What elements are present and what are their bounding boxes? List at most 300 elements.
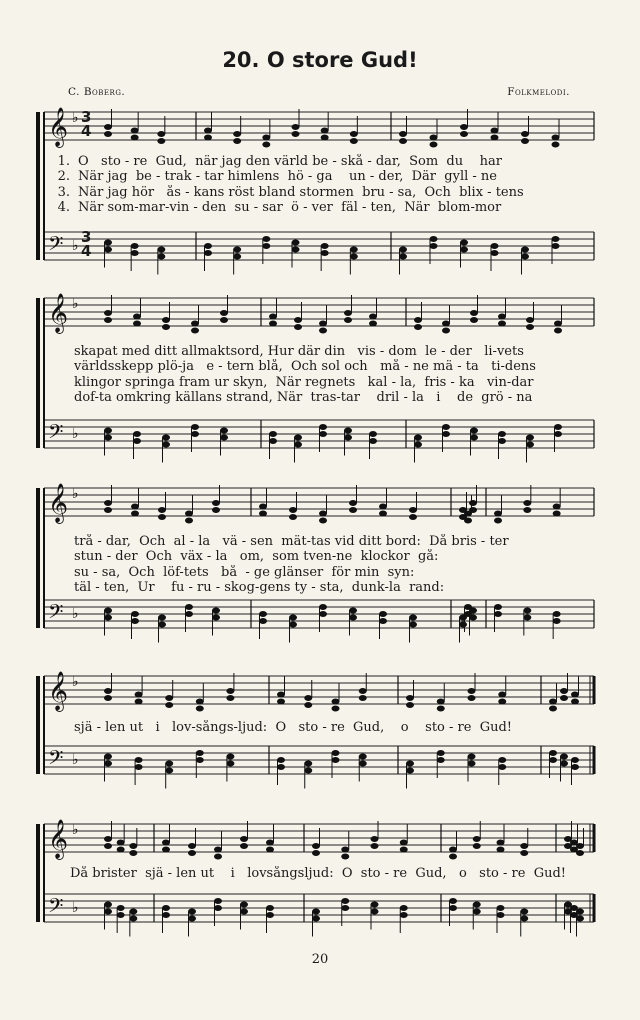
note-head bbox=[233, 247, 241, 253]
note-head bbox=[491, 135, 499, 141]
note-head bbox=[117, 847, 125, 853]
note-head bbox=[165, 695, 173, 701]
note-head bbox=[409, 622, 417, 628]
note-head bbox=[576, 909, 584, 915]
note-head bbox=[104, 507, 112, 513]
note-head bbox=[212, 507, 220, 513]
note-head bbox=[158, 507, 166, 513]
note-head bbox=[460, 124, 468, 130]
note-head bbox=[459, 622, 467, 628]
note-head bbox=[165, 761, 173, 767]
time-sig-bottom: 4 bbox=[81, 242, 92, 260]
note-head bbox=[442, 328, 450, 334]
flat-key-signature: ♭ bbox=[72, 296, 79, 312]
note-head bbox=[220, 428, 228, 434]
note-head bbox=[233, 138, 241, 144]
note-head bbox=[266, 840, 274, 846]
note-head bbox=[259, 511, 267, 517]
note-head bbox=[399, 247, 407, 253]
note-head bbox=[523, 608, 531, 614]
note-head bbox=[344, 310, 352, 316]
note-head bbox=[158, 615, 166, 621]
note-head bbox=[344, 435, 352, 441]
note-head bbox=[468, 688, 476, 694]
note-head bbox=[321, 135, 329, 141]
note-head bbox=[269, 321, 277, 327]
note-head bbox=[332, 757, 340, 763]
note-head bbox=[157, 247, 165, 253]
note-head bbox=[523, 507, 531, 513]
note-head bbox=[240, 843, 248, 849]
note-head bbox=[185, 511, 193, 517]
music-system-1 bbox=[36, 100, 602, 280]
note-head bbox=[498, 692, 506, 698]
note-head bbox=[552, 135, 560, 141]
note-head bbox=[399, 254, 407, 260]
note-head bbox=[400, 840, 408, 846]
note-head bbox=[442, 431, 450, 437]
note-head bbox=[553, 611, 561, 617]
note-head bbox=[560, 695, 568, 701]
verse-block-2 bbox=[74, 344, 602, 406]
note-head bbox=[135, 757, 143, 763]
lyric-line: trå - dar, Och al - la vä - sen mät-tas vid ditt bord: Då bris - ter bbox=[74, 534, 509, 549]
bass-clef: 𝄢 bbox=[48, 894, 64, 922]
note-head bbox=[442, 424, 450, 430]
note-head bbox=[523, 615, 531, 621]
time-signature bbox=[81, 230, 91, 258]
note-head bbox=[321, 243, 329, 249]
note-head bbox=[371, 909, 379, 915]
flat-key-signature: ♭ bbox=[72, 426, 79, 442]
note-head bbox=[240, 836, 248, 842]
note-head bbox=[131, 243, 139, 249]
note-head bbox=[571, 699, 579, 705]
verse-block-5 bbox=[70, 866, 602, 881]
note-head bbox=[294, 317, 302, 323]
note-head bbox=[371, 902, 379, 908]
note-head bbox=[494, 511, 502, 517]
note-head bbox=[549, 699, 557, 705]
lyric-line bbox=[36, 154, 602, 169]
note-head bbox=[104, 428, 112, 434]
note-head bbox=[469, 615, 477, 621]
note-head bbox=[491, 250, 499, 256]
note-head bbox=[319, 511, 327, 517]
note-head bbox=[162, 324, 170, 330]
verse-number: 4. bbox=[57, 200, 70, 216]
note-head bbox=[470, 435, 478, 441]
note-head bbox=[158, 514, 166, 520]
note-head bbox=[349, 608, 357, 614]
flat-key-signature: ♭ bbox=[72, 238, 79, 254]
note-head bbox=[497, 912, 505, 918]
bass-clef: 𝄢 bbox=[48, 746, 64, 774]
note-head bbox=[104, 754, 112, 760]
note-head bbox=[344, 317, 352, 323]
note-head bbox=[104, 688, 112, 694]
note-head bbox=[131, 135, 139, 141]
verse-number: 3. bbox=[57, 184, 70, 200]
note-head bbox=[359, 688, 367, 694]
note-head bbox=[191, 328, 199, 334]
lyric-line: Då brister sjä - len ut i lovsångsljud: O sto - re Gud, o sto - re Gud! bbox=[70, 866, 567, 881]
note-head bbox=[464, 518, 472, 524]
note-head bbox=[400, 905, 408, 911]
note-head bbox=[350, 247, 358, 253]
note-head bbox=[553, 504, 561, 510]
note-head bbox=[259, 504, 267, 510]
note-head bbox=[430, 243, 438, 249]
note-head bbox=[552, 142, 560, 148]
note-head bbox=[349, 615, 357, 621]
time-sig-bottom: 4 bbox=[81, 122, 92, 140]
note-head bbox=[104, 902, 112, 908]
note-head bbox=[165, 702, 173, 708]
note-head bbox=[104, 247, 112, 253]
time-signature bbox=[81, 110, 91, 138]
note-head bbox=[498, 431, 506, 437]
note-head bbox=[185, 518, 193, 524]
note-head bbox=[460, 247, 468, 253]
note-head bbox=[226, 754, 234, 760]
lyric-line: su - sa, Och löf-tets bå - ge glänser för min syn: bbox=[74, 564, 415, 580]
note-head bbox=[269, 438, 277, 444]
lyric-line: dof-ta omkring källans strand, När tras-tar dril - la i de grö - na bbox=[74, 390, 533, 406]
note-head bbox=[233, 254, 241, 260]
note-head bbox=[319, 321, 327, 327]
note-head bbox=[491, 128, 499, 134]
note-head bbox=[494, 518, 502, 524]
lyric-line: täl - ten, Ur fu - ru - skog-gens ty - sta, dunk-la rand: bbox=[74, 580, 445, 596]
note-head bbox=[104, 240, 112, 246]
note-head bbox=[359, 761, 367, 767]
note-head bbox=[560, 761, 568, 767]
note-head bbox=[188, 850, 196, 856]
note-head bbox=[552, 236, 560, 242]
note-head bbox=[304, 768, 312, 774]
note-head bbox=[526, 317, 534, 323]
verse-number: 1. bbox=[57, 154, 70, 169]
note-head bbox=[214, 847, 222, 853]
note-head bbox=[289, 514, 297, 520]
lyric-line bbox=[36, 169, 602, 184]
note-head bbox=[521, 247, 529, 253]
flat-key-signature: ♭ bbox=[72, 822, 79, 838]
note-head bbox=[133, 438, 141, 444]
note-head bbox=[196, 757, 204, 763]
note-head bbox=[104, 131, 112, 137]
note-head bbox=[262, 135, 270, 141]
bass-clef: 𝄢 bbox=[48, 420, 64, 448]
flat-key-signature: ♭ bbox=[72, 606, 79, 622]
lyric-line bbox=[36, 200, 602, 215]
note-head bbox=[349, 507, 357, 513]
note-head bbox=[188, 909, 196, 915]
verse-number: 2. bbox=[57, 169, 70, 185]
note-head bbox=[188, 916, 196, 922]
note-head bbox=[129, 916, 137, 922]
note-head bbox=[497, 847, 505, 853]
note-head bbox=[414, 442, 422, 448]
note-head bbox=[204, 135, 212, 141]
hymn-title: 20. O store Gud! bbox=[222, 48, 418, 72]
note-head bbox=[449, 898, 457, 904]
note-head bbox=[473, 909, 481, 915]
note-head bbox=[204, 128, 212, 134]
note-head bbox=[400, 912, 408, 918]
note-head bbox=[117, 905, 125, 911]
note-head bbox=[312, 843, 320, 849]
note-head bbox=[259, 611, 267, 617]
note-head bbox=[369, 431, 377, 437]
note-head bbox=[437, 750, 445, 756]
note-head bbox=[319, 328, 327, 334]
note-head bbox=[304, 761, 312, 767]
verse-block-4 bbox=[74, 720, 602, 735]
note-head bbox=[104, 317, 112, 323]
note-head bbox=[430, 135, 438, 141]
note-head bbox=[571, 757, 579, 763]
note-head bbox=[162, 840, 170, 846]
music-system-4 bbox=[36, 664, 602, 804]
note-head bbox=[460, 240, 468, 246]
note-head bbox=[554, 328, 562, 334]
note-head bbox=[399, 138, 407, 144]
note-head bbox=[470, 310, 478, 316]
note-head bbox=[191, 424, 199, 430]
note-head bbox=[266, 912, 274, 918]
note-head bbox=[131, 611, 139, 617]
note-head bbox=[104, 909, 112, 915]
note-head bbox=[430, 236, 438, 242]
note-head bbox=[460, 131, 468, 137]
note-head bbox=[196, 699, 204, 705]
note-head bbox=[292, 240, 300, 246]
note-head bbox=[449, 847, 457, 853]
note-head bbox=[437, 699, 445, 705]
note-head bbox=[133, 314, 141, 320]
note-head bbox=[212, 615, 220, 621]
note-head bbox=[129, 850, 137, 856]
note-head bbox=[560, 754, 568, 760]
note-head bbox=[369, 314, 377, 320]
note-head bbox=[117, 840, 125, 846]
note-head bbox=[349, 500, 357, 506]
note-head bbox=[104, 615, 112, 621]
note-head bbox=[191, 321, 199, 327]
note-head bbox=[406, 695, 414, 701]
note-head bbox=[332, 706, 340, 712]
note-head bbox=[292, 124, 300, 130]
note-head bbox=[162, 317, 170, 323]
music-system-5 bbox=[36, 810, 602, 950]
note-head bbox=[497, 905, 505, 911]
time-sig-top: 3 bbox=[81, 108, 92, 126]
lyric-line bbox=[36, 185, 602, 200]
music-system-2 bbox=[36, 288, 602, 468]
verse-block-3 bbox=[74, 534, 602, 596]
note-head bbox=[131, 128, 139, 134]
note-head bbox=[104, 500, 112, 506]
note-head bbox=[226, 695, 234, 701]
lyric-text: O sto - re Gud, när jag den värld be - skå - dar, Som du har bbox=[78, 154, 502, 169]
note-head bbox=[350, 138, 358, 144]
note-head bbox=[304, 702, 312, 708]
note-head bbox=[214, 905, 222, 911]
note-head bbox=[552, 243, 560, 249]
note-head bbox=[294, 324, 302, 330]
note-head bbox=[468, 695, 476, 701]
note-head bbox=[553, 618, 561, 624]
note-head bbox=[549, 750, 557, 756]
lyricist-credit: C. Boberg. bbox=[68, 86, 126, 98]
music-system-3 bbox=[36, 478, 602, 648]
note-head bbox=[312, 909, 320, 915]
note-head bbox=[470, 428, 478, 434]
treble-clef: 𝄞 bbox=[48, 107, 69, 147]
note-head bbox=[332, 750, 340, 756]
note-head bbox=[521, 131, 529, 137]
note-head bbox=[220, 435, 228, 441]
note-head bbox=[289, 507, 297, 513]
note-head bbox=[220, 310, 228, 316]
note-head bbox=[553, 511, 561, 517]
note-head bbox=[289, 622, 297, 628]
note-head bbox=[269, 314, 277, 320]
note-head bbox=[117, 912, 125, 918]
verse-block-1 bbox=[36, 154, 602, 216]
note-head bbox=[414, 317, 422, 323]
note-head bbox=[294, 435, 302, 441]
note-head bbox=[520, 850, 528, 856]
note-head bbox=[131, 618, 139, 624]
note-head bbox=[576, 916, 584, 922]
note-head bbox=[409, 615, 417, 621]
note-head bbox=[470, 317, 478, 323]
note-head bbox=[576, 850, 584, 856]
note-head bbox=[319, 604, 327, 610]
lyric-line: klingor springa fram ur skyn, När regnets kal - la, fris - ka vin-dar bbox=[74, 374, 534, 390]
note-head bbox=[104, 608, 112, 614]
flat-key-signature: ♭ bbox=[72, 486, 79, 502]
note-head bbox=[350, 131, 358, 137]
note-head bbox=[269, 431, 277, 437]
lyric-line: sjä - len ut i lov-sångs-ljud: O sto - re Gud, o sto - re Gud! bbox=[74, 720, 513, 735]
note-head bbox=[491, 243, 499, 249]
note-head bbox=[277, 699, 285, 705]
note-head bbox=[498, 764, 506, 770]
note-head bbox=[497, 840, 505, 846]
lyric-line: stun - der Och väx - la om, som tven-ne klockor gå: bbox=[74, 549, 439, 565]
note-head bbox=[277, 757, 285, 763]
note-head bbox=[549, 757, 557, 763]
note-head bbox=[129, 909, 137, 915]
note-head bbox=[409, 507, 417, 513]
note-head bbox=[468, 754, 476, 760]
note-head bbox=[498, 438, 506, 444]
note-head bbox=[498, 321, 506, 327]
note-head bbox=[135, 764, 143, 770]
note-head bbox=[449, 854, 457, 860]
note-head bbox=[332, 699, 340, 705]
note-head bbox=[319, 611, 327, 617]
flat-key-signature: ♭ bbox=[72, 752, 79, 768]
note-head bbox=[498, 314, 506, 320]
note-head bbox=[437, 757, 445, 763]
note-head bbox=[523, 500, 531, 506]
note-head bbox=[469, 500, 477, 506]
note-head bbox=[185, 604, 193, 610]
lyric-text: När jag be - trak - tar himlens hö - ga un - der, Där gyll - ne bbox=[78, 169, 497, 185]
note-head bbox=[469, 507, 477, 513]
note-head bbox=[277, 692, 285, 698]
note-head bbox=[400, 847, 408, 853]
note-head bbox=[129, 843, 137, 849]
flat-key-signature: ♭ bbox=[72, 110, 79, 126]
note-head bbox=[104, 310, 112, 316]
note-head bbox=[212, 608, 220, 614]
note-head bbox=[104, 761, 112, 767]
note-head bbox=[204, 250, 212, 256]
note-head bbox=[369, 321, 377, 327]
note-head bbox=[131, 250, 139, 256]
flat-key-signature: ♭ bbox=[72, 674, 79, 690]
composer-credit: Folkmelodi. bbox=[507, 86, 570, 98]
note-head bbox=[321, 128, 329, 134]
note-head bbox=[406, 702, 414, 708]
note-head bbox=[214, 898, 222, 904]
note-head bbox=[520, 843, 528, 849]
note-head bbox=[321, 250, 329, 256]
note-head bbox=[226, 688, 234, 694]
note-head bbox=[157, 254, 165, 260]
note-head bbox=[165, 768, 173, 774]
note-head bbox=[204, 243, 212, 249]
note-head bbox=[104, 836, 112, 842]
note-head bbox=[399, 131, 407, 137]
note-head bbox=[133, 321, 141, 327]
note-head bbox=[526, 324, 534, 330]
note-head bbox=[262, 236, 270, 242]
lyric-line: skapat med ditt allmaktsord, Hur där din vis - dom le - der li-vets bbox=[74, 344, 524, 359]
note-head bbox=[226, 761, 234, 767]
note-head bbox=[371, 836, 379, 842]
lyric-text: När jag hör ås - kans röst bland stormen bru - sa, Och blix - tens bbox=[78, 184, 524, 200]
bass-clef: 𝄢 bbox=[48, 232, 64, 260]
note-head bbox=[191, 431, 199, 437]
note-head bbox=[262, 243, 270, 249]
note-head bbox=[157, 138, 165, 144]
note-head bbox=[430, 142, 438, 148]
note-head bbox=[292, 247, 300, 253]
lyric-line: världsskepp plö-ja e - tern blå, Och sol och må - ne mä - ta ti-dens bbox=[74, 359, 536, 375]
note-head bbox=[319, 431, 327, 437]
note-head bbox=[554, 424, 562, 430]
note-head bbox=[104, 124, 112, 130]
note-head bbox=[240, 909, 248, 915]
note-head bbox=[379, 511, 387, 517]
note-head bbox=[571, 764, 579, 770]
note-head bbox=[437, 706, 445, 712]
note-head bbox=[379, 611, 387, 617]
note-head bbox=[473, 843, 481, 849]
note-head bbox=[162, 435, 170, 441]
treble-clef: 𝄞 bbox=[48, 483, 69, 523]
treble-clef: 𝄞 bbox=[48, 819, 69, 859]
note-head bbox=[554, 321, 562, 327]
note-head bbox=[406, 761, 414, 767]
